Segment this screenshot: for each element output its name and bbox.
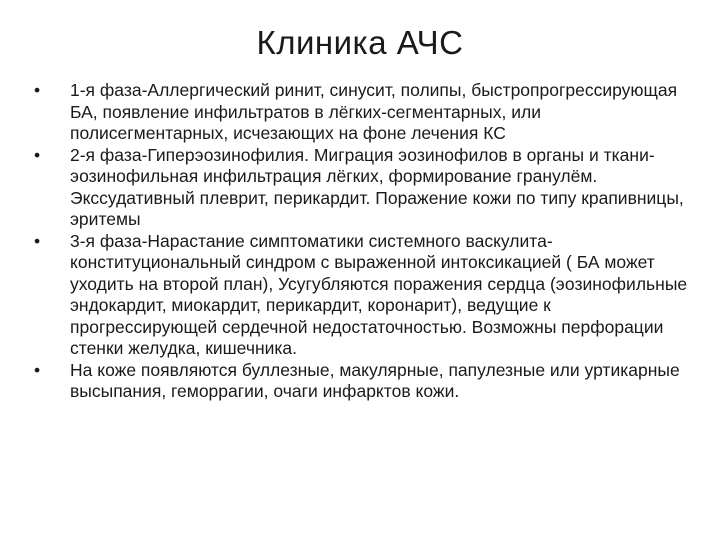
- bullet-item-skin: [30, 360, 698, 403]
- bullet-text: 3-я фаза-Нарастание симптоматики системного васкулита-конституциональный синдром с выраженной интоксикацией ( БА может уходить на второй план), Усугубляются поражения сердца (эозинофильные эндокардит, миокардит, перикардит, коронарит), ведущие к прогрессирующей сердечной недостаточностью. Возможны перфорации стенки желудка, кишечника.: [70, 230, 688, 358]
- bullet-text: На коже появляются буллезные, макулярные, папулезные или уртикарные высыпания, геморрагии, очаги инфарктов кожи.: [70, 359, 680, 401]
- bullet-item-phase-2: [30, 145, 698, 231]
- bullet-item-phase-1: [30, 80, 698, 145]
- bullet-list: [30, 80, 698, 403]
- bullet-text: 1-я фаза-Аллергический ринит, синусит, полипы, быстропрогрессирующая БА, появление инфильтратов в лёгких-сегментарных, или полисегментарных, исчезающих на фоне лечения КС: [70, 80, 678, 143]
- bullet-text: 2-я фаза-Гиперэозинофилия. Миграция эозинофилов в органы и ткани-эозинофильная инфильтрация лёгких, формирование гранулём. Экссудативный плеврит, перикардит. Поражение кожи по типу крапивницы, эритемы: [70, 144, 684, 229]
- bullet-dot-icon: •: [34, 144, 41, 165]
- slide-title: Клиника АЧС: [256, 24, 464, 61]
- bullet-dot-icon: •: [34, 230, 41, 251]
- bullet-dot-icon: •: [34, 359, 41, 380]
- bullet-item-phase-3: [30, 231, 698, 360]
- bullet-dot-icon: •: [34, 80, 41, 100]
